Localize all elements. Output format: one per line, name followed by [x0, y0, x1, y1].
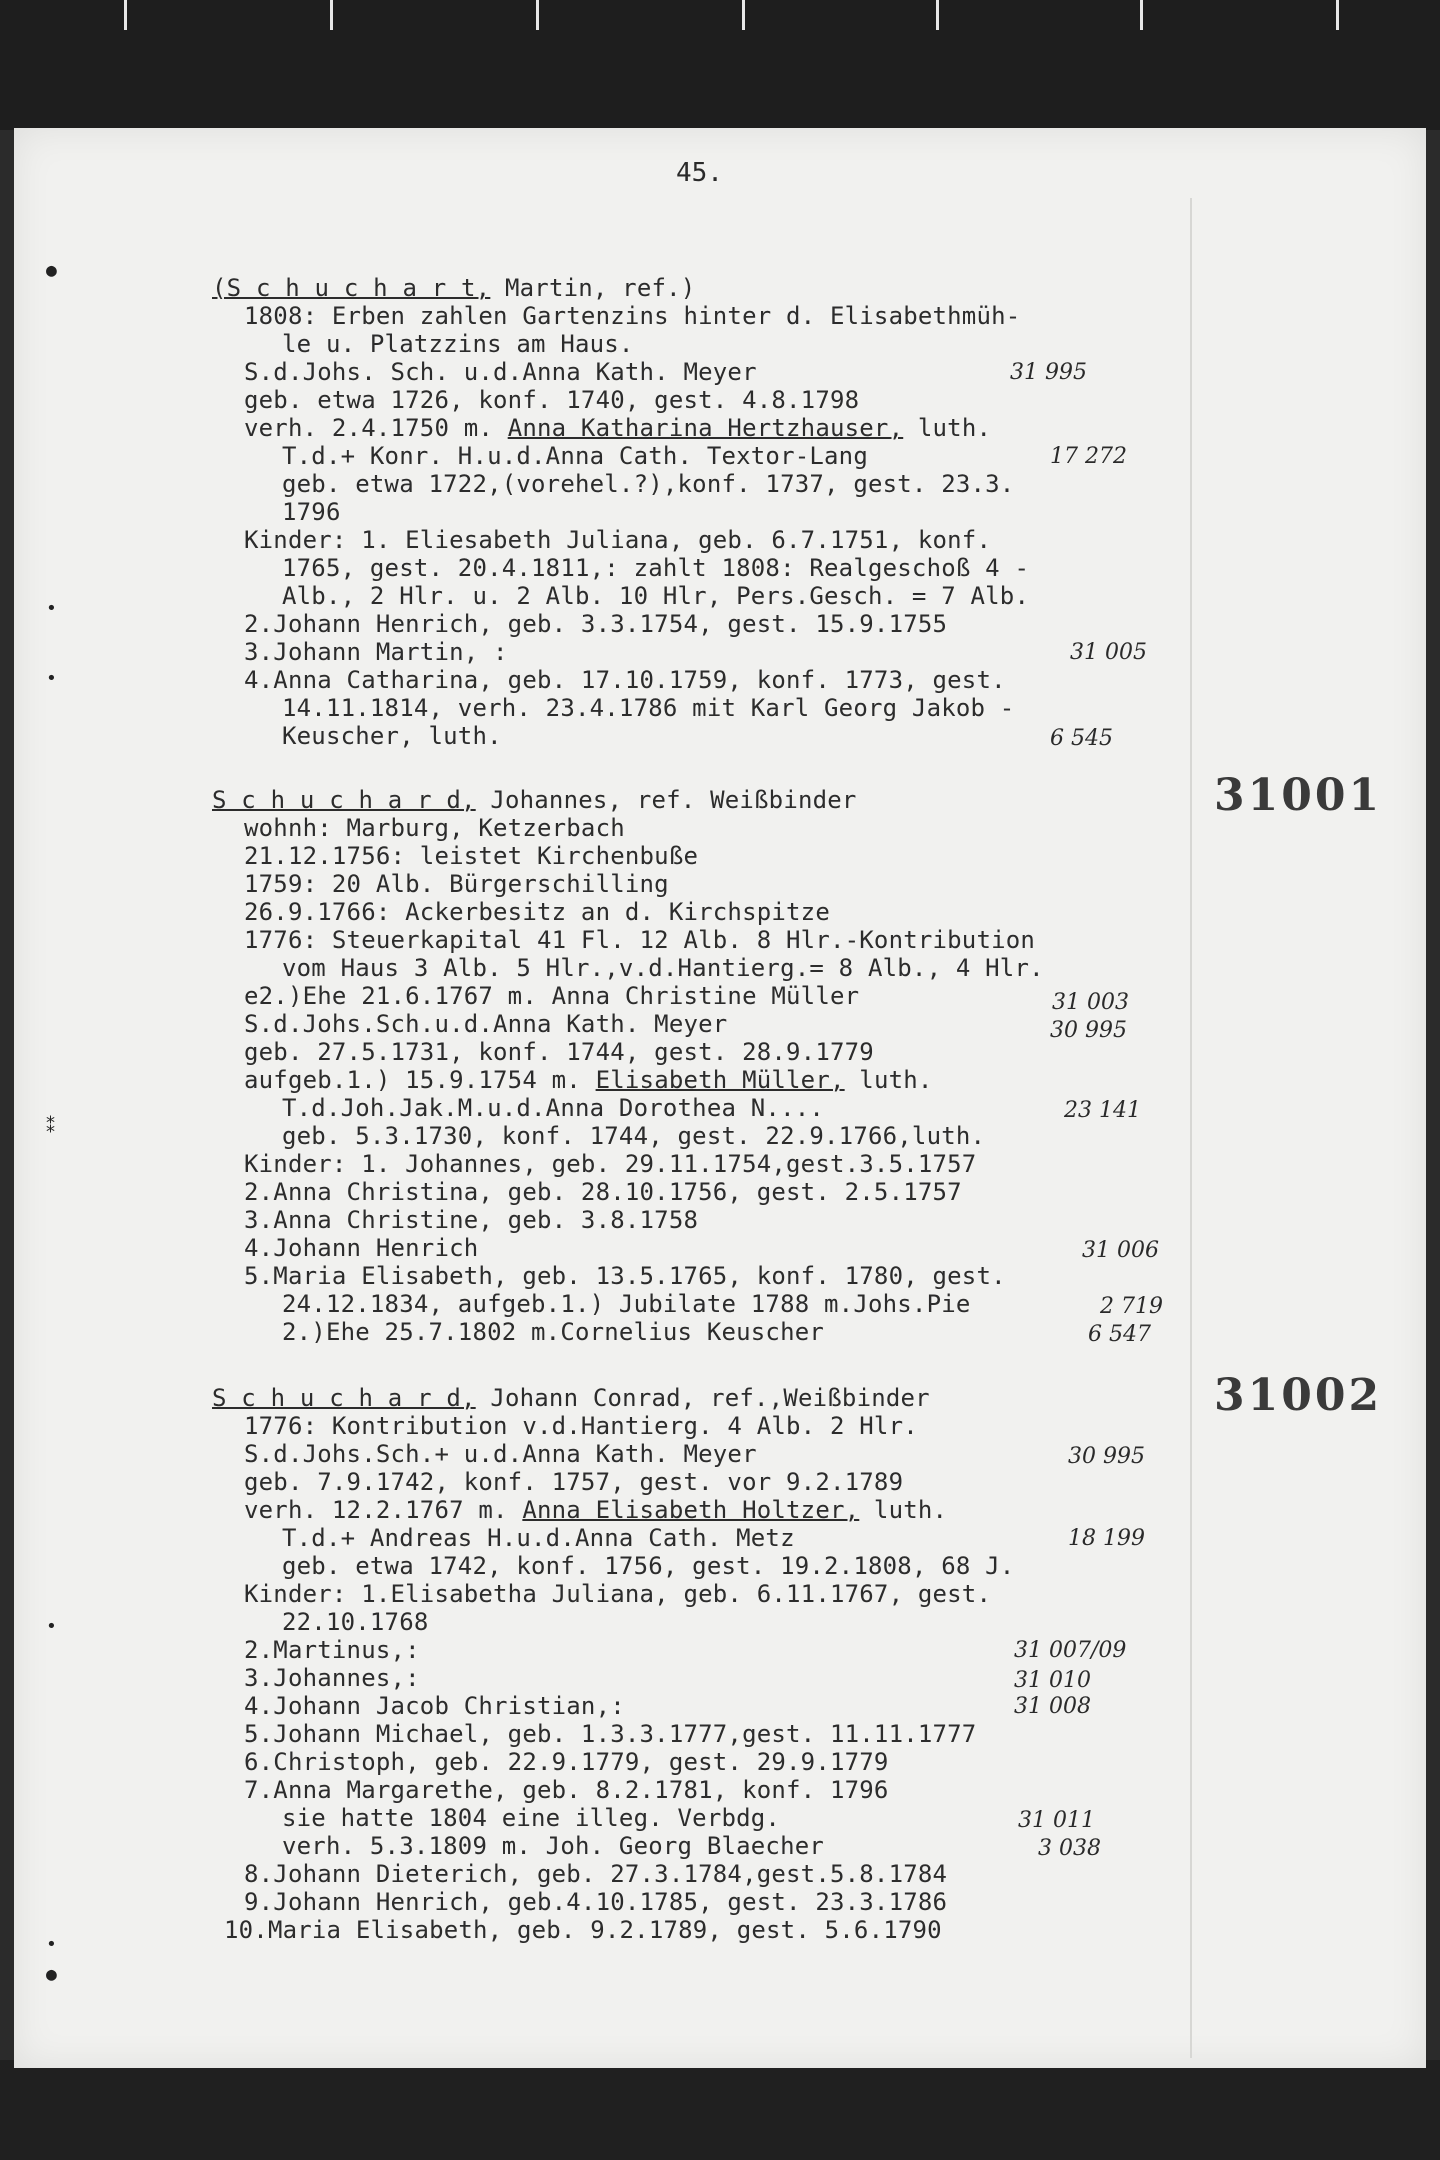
- entry-line: [244, 414, 991, 443]
- entry-line: wohnh: Marburg, Ketzerbach: [244, 814, 625, 842]
- entry-line: geb. 27.5.1731, konf. 1744, gest. 28.9.1779: [244, 1038, 874, 1066]
- film-tick: [936, 0, 939, 30]
- heading-rest: Martin, ref.): [490, 274, 696, 302]
- page-number: 45.: [676, 158, 723, 188]
- heading-rest: Johannes, ref. Weißbinder: [475, 786, 857, 814]
- entry-line: 14.11.1814, verh. 23.4.1786 mit Karl Georg Jakob -: [282, 694, 1015, 722]
- entry-line: 5.Maria Elisabeth, geb. 13.5.1765, konf. 1780, gest.: [244, 1262, 1006, 1290]
- entry-line: 4.Anna Catharina, geb. 17.10.1759, konf. 1773, gest.: [244, 666, 1006, 694]
- entry-heading: [212, 786, 857, 815]
- handwritten-note: 30 995: [1068, 1444, 1145, 1469]
- entry-line: sie hatte 1804 eine illeg. Verbdg.: [282, 1804, 781, 1832]
- entry-line: e2.)Ehe 21.6.1767 m. Anna Christine Müller: [244, 982, 860, 1010]
- entry-line: 4.Johann Henrich: [244, 1234, 479, 1262]
- entry-line: Keuscher, luth.: [282, 722, 502, 750]
- entry-line: 10.Maria Elisabeth, geb. 9.2.1789, gest. 5.6.1790: [224, 1916, 942, 1944]
- entry-line: 1759: 20 Alb. Bürgerschilling: [244, 870, 669, 898]
- entry-line: 22.10.1768: [282, 1608, 429, 1636]
- entry-line: 6.Christoph, geb. 22.9.1779, gest. 29.9.1779: [244, 1748, 889, 1776]
- entry-line: S.d.Johs.Sch.+ u.d.Anna Kath. Meyer: [244, 1440, 757, 1468]
- handwritten-note: 31 008: [1014, 1694, 1091, 1719]
- handwritten-note: 17 272: [1050, 444, 1127, 469]
- handwritten-note: 18 199: [1068, 1526, 1145, 1551]
- entry-line: Alb., 2 Hlr. u. 2 Alb. 10 Hlr, Pers.Gesch. = 7 Alb.: [282, 582, 1030, 610]
- entry-line: S.d.Johs. Sch. u.d.Anna Kath. Meyer: [244, 358, 757, 386]
- entry-line: 1776: Steuerkapital 41 Fl. 12 Alb. 8 Hlr.-Kontribution: [244, 926, 1036, 954]
- punch-mark: ●: [46, 260, 57, 281]
- entry-line: 5.Johann Michael, geb. 1.3.3.1777,gest. 11.11.1777: [244, 1720, 977, 1748]
- film-tick: [742, 0, 745, 30]
- entry-line: 3.Anna Christine, geb. 3.8.1758: [244, 1206, 699, 1234]
- handwritten-note: 3 038: [1038, 1836, 1101, 1861]
- entry-line: 9.Johann Henrich, geb.4.10.1785, gest. 23.3.1786: [244, 1888, 948, 1916]
- entry-line: geb. 5.3.1730, konf. 1744, gest. 22.9.1766,luth.: [282, 1122, 986, 1150]
- entry-line: 24.12.1834, aufgeb.1.) Jubilate 1788 m.Johs.Pie: [282, 1290, 971, 1318]
- marriage-prefix: verh. 12.2.1767 m.: [244, 1496, 523, 1524]
- spouse-rest: luth.: [844, 1066, 933, 1094]
- punch-mark: •: [46, 668, 57, 689]
- handwritten-note: 23 141: [1064, 1098, 1141, 1123]
- entry-line: Kinder: 1.Elisabetha Juliana, geb. 6.11.1767, gest.: [244, 1580, 992, 1608]
- entry-line: 8.Johann Dieterich, geb. 27.3.1784,gest.5.8.1784: [244, 1860, 948, 1888]
- entry-line: S.d.Johs.Sch.u.d.Anna Kath. Meyer: [244, 1010, 728, 1038]
- surname: S c h u c h a r d,: [212, 786, 476, 814]
- entry-line: geb. 7.9.1742, konf. 1757, gest. vor 9.2.1789: [244, 1468, 904, 1496]
- handwritten-note: 2 719: [1100, 1294, 1163, 1319]
- entry-line: 2.)Ehe 25.7.1802 m.Cornelius Keuscher: [282, 1318, 825, 1346]
- entry-line: 2.Martinus,:: [244, 1636, 420, 1664]
- heading-rest: Johann Conrad, ref.,Weißbinder: [475, 1384, 930, 1412]
- entry-line: 26.9.1766: Ackerbesitz an d. Kirchspitze: [244, 898, 830, 926]
- fold-line: [1190, 198, 1192, 2058]
- entry-line: geb. etwa 1722,(vorehel.?),konf. 1737, gest. 23.3.: [282, 470, 1015, 498]
- film-tick: [330, 0, 333, 30]
- punch-mark: •: [46, 1934, 57, 1955]
- entry-line: 1765, gest. 20.4.1811,: zahlt 1808: Realgeschoß 4 -: [282, 554, 1030, 582]
- handwritten-note: 31 003: [1052, 990, 1129, 1015]
- spouse-rest: luth.: [903, 414, 992, 442]
- entry-line: 2.Anna Christina, geb. 28.10.1756, gest. 2.5.1757: [244, 1178, 962, 1206]
- entry-line: [244, 1066, 933, 1095]
- spouse-name: Elisabeth Müller,: [595, 1066, 845, 1094]
- handwritten-note: 31 995: [1010, 360, 1087, 385]
- entry-line: 1808: Erben zahlen Gartenzins hinter d. Elisabethmüh-: [244, 302, 1021, 330]
- entry-heading: [212, 1384, 930, 1413]
- punch-mark: •: [46, 598, 57, 619]
- entry-line: le u. Platzzins am Haus.: [282, 330, 634, 358]
- entry-line: Kinder: 1. Johannes, geb. 29.11.1754,gest.3.5.1757: [244, 1150, 977, 1178]
- handwritten-note: 31 011: [1018, 1808, 1095, 1833]
- entry-line: T.d.+ Konr. H.u.d.Anna Cath. Textor-Lang: [282, 442, 868, 470]
- entry-line: 2.Johann Henrich, geb. 3.3.1754, gest. 15.9.1755: [244, 610, 948, 638]
- surname: S c h u c h a r d,: [212, 1384, 476, 1412]
- entry-line: 4.Johann Jacob Christian,:: [244, 1692, 625, 1720]
- entry-line: [244, 1496, 947, 1525]
- handwritten-note: 31 005: [1070, 640, 1147, 665]
- film-tick: [1140, 0, 1143, 30]
- spouse-rest: luth.: [859, 1496, 948, 1524]
- marriage-prefix: verh. 2.4.1750 m.: [244, 414, 508, 442]
- film-strip-bottom: [0, 2060, 1440, 2160]
- entry-line: T.d.Joh.Jak.M.u.d.Anna Dorothea N....: [282, 1094, 825, 1122]
- film-tick: [536, 0, 539, 30]
- handwritten-note: 31 010: [1014, 1668, 1091, 1693]
- entry-line: 3.Johann Martin, :: [244, 638, 508, 666]
- punch-mark: •: [46, 1616, 57, 1637]
- entry-line: 7.Anna Margarethe, geb. 8.2.1781, konf. 1796: [244, 1776, 889, 1804]
- spouse-name: Anna Elisabeth Holtzer,: [522, 1496, 860, 1524]
- entry-line: 3.Johannes,:: [244, 1664, 420, 1692]
- entry-line: 1776: Kontribution v.d.Hantierg. 4 Alb. 2 Hlr.: [244, 1412, 918, 1440]
- entry-line: geb. etwa 1726, konf. 1740, gest. 4.8.1798: [244, 386, 860, 414]
- entry-line: geb. etwa 1742, konf. 1756, gest. 19.2.1808, 68 J.: [282, 1552, 1015, 1580]
- film-tick: [124, 0, 127, 30]
- entry-heading: [212, 274, 695, 303]
- punch-mark: ●: [46, 1964, 57, 1985]
- handwritten-note: 31 006: [1082, 1238, 1159, 1263]
- entry-line: 1796: [282, 498, 341, 526]
- punch-mark: ⁑: [46, 1116, 55, 1137]
- handwritten-note: 6 547: [1088, 1322, 1151, 1347]
- marriage-prefix: aufgeb.1.) 15.9.1754 m.: [244, 1066, 596, 1094]
- record-stamp: 31002: [1214, 1370, 1383, 1421]
- handwritten-note: 30 995: [1050, 1018, 1127, 1043]
- film-strip-top: [0, 0, 1440, 130]
- entry-line: vom Haus 3 Alb. 5 Hlr.,v.d.Hantierg.= 8 Alb., 4 Hlr.: [282, 954, 1044, 982]
- handwritten-note: 6 545: [1050, 726, 1113, 751]
- record-stamp: 31001: [1214, 770, 1383, 821]
- entry-line: 21.12.1756: leistet Kirchenbuße: [244, 842, 699, 870]
- film-tick: [1336, 0, 1339, 30]
- surname: (S c h u c h a r t,: [212, 274, 491, 302]
- entry-line: Kinder: 1. Eliesabeth Juliana, geb. 6.7.1751, konf.: [244, 526, 992, 554]
- spouse-name: Anna Katharina Hertzhauser,: [507, 414, 904, 442]
- entry-line: verh. 5.3.1809 m. Joh. Georg Blaecher: [282, 1832, 825, 1860]
- handwritten-note: 31 007/09: [1014, 1638, 1127, 1663]
- entry-line: T.d.+ Andreas H.u.d.Anna Cath. Metz: [282, 1524, 795, 1552]
